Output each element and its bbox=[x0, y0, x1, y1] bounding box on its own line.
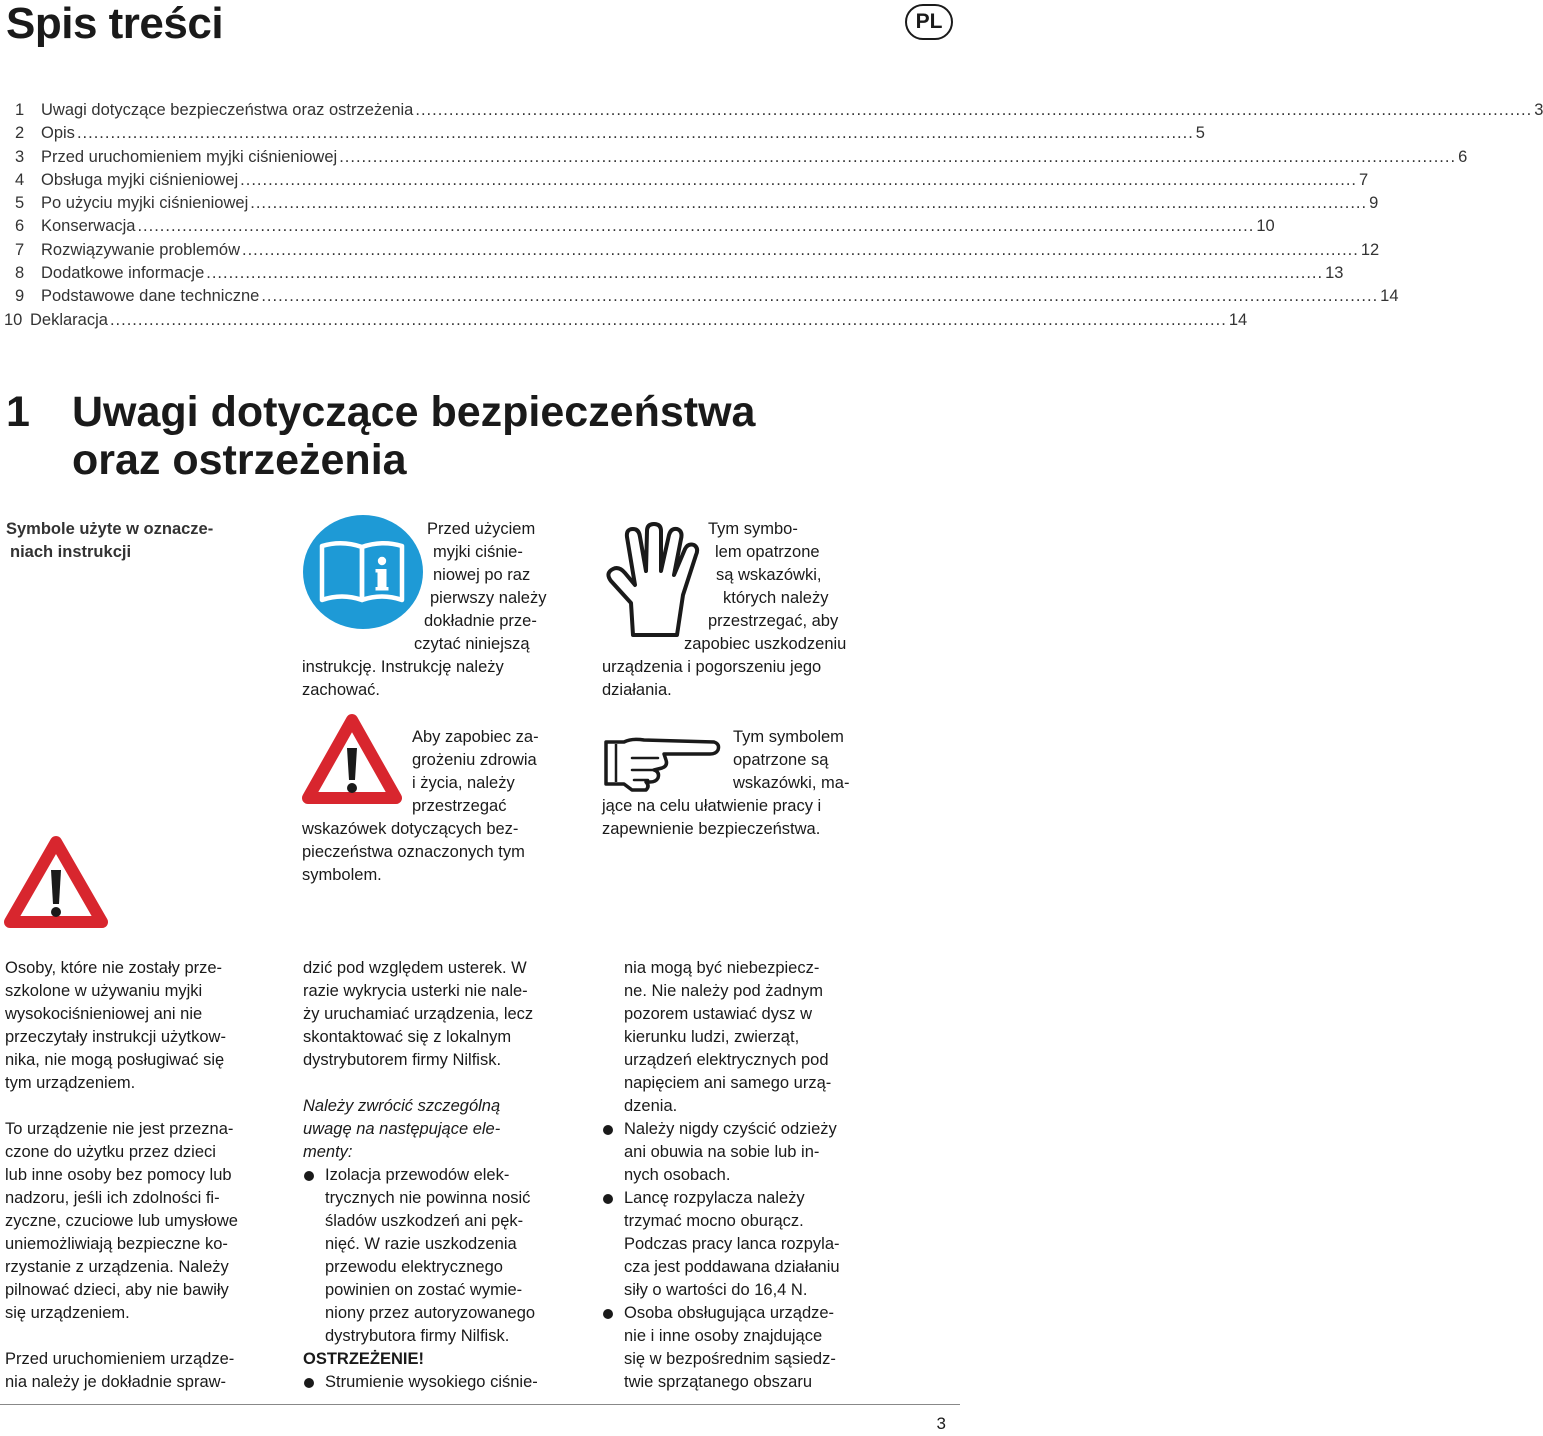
toc-entry-page: 7 bbox=[1359, 170, 1369, 189]
toc-entry[interactable] bbox=[0, 310, 1248, 334]
toc-leader-dots: ........................................................................................................................................................................................................ bbox=[261, 287, 1379, 306]
toc-entry[interactable] bbox=[0, 287, 1399, 310]
notice-warning-text: Aby zapobiec za- grożeniu zdrowia i życia, należy przestrzegać wskazówek dotyczących bez- pieczeństwa oznaczonych tym symbolem. bbox=[302, 728, 539, 884]
toc-leader-dots: ........................................................................................................................................................................................................ bbox=[250, 194, 1368, 213]
toc-leader-dots: ........................................................................................................................................................................................................ bbox=[76, 124, 1194, 143]
body-column-3 bbox=[602, 957, 902, 1394]
toc-entry-number: 8 bbox=[15, 264, 25, 283]
toc-entry-number: 10 bbox=[4, 310, 23, 329]
toc-entry[interactable] bbox=[0, 194, 1379, 217]
toc-entry-page: 3 bbox=[1534, 101, 1543, 119]
bullet-item: Należy nigdy czyścić odzieży ani obuwia na sobie lub in- nych osobach. bbox=[602, 1118, 902, 1187]
toc-entry-title: Obsługa myjki ciśnieniowej bbox=[41, 170, 239, 189]
toc-entry-title: Opis bbox=[41, 124, 75, 143]
symbols-label bbox=[6, 518, 266, 564]
section-number: 1 bbox=[6, 388, 30, 436]
toc-entry-number: 9 bbox=[15, 287, 25, 306]
toc-entry-number: 7 bbox=[15, 240, 25, 259]
toc-entry-page: 12 bbox=[1360, 240, 1380, 259]
page-title: Spis treści bbox=[6, 0, 224, 48]
table-of-contents bbox=[0, 101, 1543, 334]
toc-entry-title: Uwagi dotyczące bezpieczeństwa oraz ostrzeżenia bbox=[41, 101, 414, 119]
toc-entry-title: Po użyciu myjki ciśnieniowej bbox=[41, 194, 249, 213]
toc-entry-number: 3 bbox=[15, 147, 25, 166]
toc-leader-dots: ........................................................................................................................................................................................................ bbox=[137, 217, 1255, 236]
toc-entry-number: 6 bbox=[15, 217, 25, 236]
toc-leader-dots: ........................................................................................................................................................................................................ bbox=[339, 147, 1457, 166]
toc-entry-title: Konserwacja bbox=[41, 217, 136, 236]
italic-paragraph: Należy zwrócić szczególną uwagę na następujące ele- menty: bbox=[303, 1097, 501, 1161]
paragraph: nia mogą być niebezpiecz- ne. Nie należy pod żadnym pozorem ustawiać dysz w kierunku ludzi, zwierząt, urządzeń elektrycznych pod napięciem ani samego urzą- dzenia. bbox=[624, 959, 832, 1115]
bullet-item: Lancę rozpylacza należy trzymać mocno oburącz. Podczas pracy lanca rozpyla- cza jest poddawana działaniu siły o wartości do 16,4 N. bbox=[602, 1187, 902, 1302]
bullet-item: Strumienie wysokiego ciśnie- bbox=[303, 1371, 588, 1394]
warning-label: OSTRZEŻENIE! bbox=[303, 1350, 425, 1368]
toc-entry-title: Deklaracja bbox=[30, 310, 108, 329]
toc-entry-page: 14 bbox=[1380, 287, 1399, 306]
body-column-2 bbox=[303, 957, 588, 1394]
toc-entry-number: 2 bbox=[15, 124, 25, 143]
toc-leader-dots: ........................................................................................................................................................................................................ bbox=[415, 101, 1533, 119]
paragraph: Przed uruchomieniem urządze- nia należy je dokładnie spraw- bbox=[5, 1350, 235, 1391]
language-badge: PL bbox=[905, 4, 953, 40]
section-title-line1: Uwagi dotyczące bezpieczeństwa bbox=[72, 388, 756, 436]
toc-entry-page: 14 bbox=[1228, 310, 1248, 329]
large-warning-triangle-icon bbox=[2, 834, 110, 930]
notice-hand-text: Tym symbo- lem opatrzone są wskazówki, których należy przestrzegać, aby zapobiec uszkodzeniu urządzenia i pogorszeniu jego działania. bbox=[602, 520, 847, 699]
toc-entry[interactable] bbox=[0, 170, 1369, 194]
toc-entry[interactable] bbox=[0, 147, 1468, 171]
toc-entry-title: Rozwiązywanie problemów bbox=[41, 240, 240, 259]
toc-leader-dots: ........................................................................................................................................................................................................ bbox=[242, 240, 1359, 259]
paragraph: dzić pod względem usterek. W razie wykrycia usterki nie nale- ży uruchamiać urządzenia, lecz skontaktować się z lokalnym dystrybutorem firmy Nilfisk. bbox=[303, 959, 534, 1069]
toc-entry-page: 6 bbox=[1458, 147, 1468, 166]
paragraph: To urządzenie nie jest przezna- czone do użytku przez dzieci lub inne osoby bez pomocy lub nadzoru, jeśli ich zdolności fi- zyczne, czuciowe lub umysłowe uniemożliwiają bezpieczne ko- rzystanie z urządzenia. Należy pilnować dzieci, aby nie bawiły się urządzeniem. bbox=[5, 1120, 238, 1322]
symbols-label-line1: Symbole użyte w oznacze- bbox=[6, 520, 214, 538]
toc-leader-dots: ........................................................................................................................................................................................................ bbox=[240, 170, 1358, 189]
section-title-line2: oraz ostrzeżenia bbox=[72, 436, 407, 484]
notice-manual-text: Przed użyciem myjki ciśnie- niowej po raz pierwszy należy dokładnie prze- czytać niniejszą instrukcję. Instrukcję należy zachować. bbox=[302, 520, 547, 699]
toc-entry[interactable] bbox=[0, 240, 1380, 264]
toc-entry[interactable] bbox=[0, 124, 1205, 147]
toc-entry-page: 9 bbox=[1369, 194, 1379, 213]
toc-entry-number: 5 bbox=[15, 194, 25, 213]
paragraph: Osoby, które nie zostały prze- szkolone w używaniu myjki wysokociśnieniowej ani nie przeczytały instrukcji użytkow- nika, nie mogą posługiwać się tym urządzeniem. bbox=[5, 959, 226, 1092]
bullet-item: Osoba obsługująca urządze- nie i inne osoby znajdujące się w bezpośrednim sąsiedz- twie sprzątanego obszaru bbox=[602, 1302, 902, 1394]
notice-pointer-text: Tym symbolem opatrzone są wskazówki, ma- jące na celu ułatwienie pracy i zapewnienie bezpieczeństwa. bbox=[602, 728, 850, 838]
toc-entry[interactable] bbox=[0, 101, 1543, 124]
toc-leader-dots: ........................................................................................................................................................................................................ bbox=[206, 264, 1324, 283]
toc-leader-dots: ........................................................................................................................................................................................................ bbox=[109, 310, 1227, 329]
toc-entry-title: Przed uruchomieniem myjki ciśnieniowej bbox=[41, 147, 338, 166]
page-number: 3 bbox=[936, 1414, 946, 1433]
footer-divider bbox=[0, 1404, 960, 1405]
toc-entry-number: 1 bbox=[15, 101, 25, 119]
toc-entry-title: Podstawowe dane techniczne bbox=[41, 287, 260, 306]
toc-entry-page: 10 bbox=[1256, 217, 1275, 236]
toc-entry-page: 5 bbox=[1195, 124, 1205, 143]
symbols-label-line2: niach instrukcji bbox=[10, 543, 132, 561]
toc-entry-title: Dodatkowe informacje bbox=[41, 264, 205, 283]
bullet-item: Izolacja przewodów elek- trycznych nie powinna nosić śladów uszkodzeń ani pęk- nięć. W razie uszkodzenia przewodu elektrycznego powinien on zostać wymie- niony przez autoryzowanego dystrybutora firmy Nilfisk. bbox=[303, 1164, 588, 1348]
toc-entry[interactable] bbox=[0, 217, 1275, 240]
toc-entry-number: 4 bbox=[15, 170, 25, 189]
toc-entry[interactable] bbox=[0, 264, 1344, 287]
toc-entry-page: 13 bbox=[1325, 264, 1344, 283]
body-column-1 bbox=[5, 957, 290, 1394]
